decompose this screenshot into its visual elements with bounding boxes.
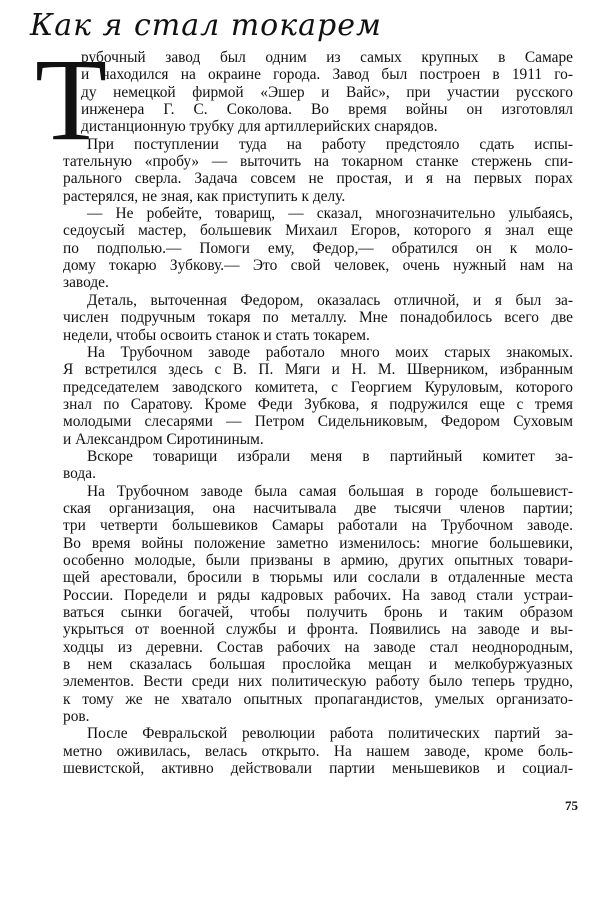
text-line: России. Поредели и ряды кадровых рабочих. На завод стали устраи- [63, 586, 573, 604]
text-line: ская организация, она насчитывала две тысячи членов партии; [63, 499, 573, 517]
text-line: Во время войны положение заметно изменилось: многие большевики, [63, 534, 573, 552]
text-line: — Не робейте, товарищ, — сказал, многозначительно улыбаясь, [87, 205, 573, 223]
text-line: три четверти большевиков Самары работали на Трубочном заводе. [63, 517, 573, 535]
text-line: инженера Г. С. Соколова. Во время войны он изготовлял [81, 101, 573, 119]
text-line: седоусый мастер, большевик Михаил Егоров, которого я знал еще [63, 222, 573, 240]
text-line: Я встретился здесь с В. П. Мяги и Н. М. Шверником, избранным [63, 361, 573, 379]
text-line: заводе. [63, 274, 109, 292]
text-line: На Трубочном заводе была самая большая в городе большевист- [87, 482, 573, 500]
text-line: председателем заводского комитета, с Георгием Куруловым, которого [63, 378, 573, 396]
text-line: тательную «пробу» — выточить на токарном станке стержень спи- [63, 153, 573, 171]
text-line: дому токарю Зубкову.— Это свой человек, очень нужный нам на [63, 257, 573, 275]
chapter-heading: Как я стал токарем [30, 8, 382, 43]
text-line: в нем сказалась большая прослойка мещан и мелкобуржуазных [63, 656, 573, 674]
text-line: ров. [63, 708, 90, 726]
text-line: ду немецкой фирмой «Эшер и Вайс», при участии русского [81, 83, 573, 101]
drop-cap-letter: Т [35, 34, 108, 165]
text-line: и Александром Сиротининым. [63, 430, 264, 448]
text-line: метно оживилась, велась открыто. На нашем заводе, кроме боль- [63, 742, 573, 760]
text-line: укрыться от военной службы и фронта. Появились на заводе и вы- [63, 621, 573, 639]
text-line: недели, чтобы освоить станок и стать токарем. [63, 326, 370, 344]
text-line: молодыми слесарями — Петром Сидельниковым, Федором Суховым [63, 413, 573, 431]
text-line: рального сверла. Задача совсем не простая, и я на первых порах [63, 170, 573, 188]
text-line: и находился на окраине города. Завод был построен в 1911 го- [81, 66, 573, 84]
text-line: На Трубочном заводе работало много моих старых знакомых. [87, 343, 573, 361]
text-line: шевистской, активно действовали партии меньшевиков и социал- [63, 760, 573, 778]
text-line: Вскоре товарищи избрали меня в партийный комитет за- [87, 447, 573, 465]
text-line: рубочный завод был одним из самых крупных в Самаре [81, 49, 573, 66]
text-line: растерялся, не зная, как приступить к делу. [63, 187, 346, 205]
text-line: После Февральской революции работа политических партий за- [87, 725, 573, 743]
text-line: к тому же не хватало опытных пропагандистов, умелых организато- [63, 690, 573, 708]
text-line: При поступлении туда на работу предстояло сдать испы- [87, 135, 573, 153]
text-line: знал по Саратову. Кроме Феди Зубкова, я подружился еще с тремя [63, 395, 573, 413]
text-line: ваться сынки богачей, чтобы получить бронь и таким образом [63, 604, 573, 621]
body-text [63, 49, 573, 777]
page-number: 75 [565, 798, 578, 813]
text-line: элементов. Вести среди них политическую работу было теперь трудно, [63, 673, 573, 691]
text-line: числен подручным токаря по металлу. Мне понадобилось всего две [63, 309, 573, 327]
text-line: ходцы из деревни. Состав рабочих на заводе стал неоднородным, [63, 638, 573, 656]
text-line: особенно молодые, были призваны в армию, других опытных товари- [63, 551, 573, 569]
text-line: вода. [63, 465, 96, 483]
text-line: по подполью.— Помоги ему, Федор,— обратился он к моло- [63, 239, 573, 257]
text-line: щей арестовали, бросили в тюрьмы или сослали в отдаленные места [63, 569, 573, 587]
text-line: Деталь, выточенная Федором, оказалась отличной, и я был за- [87, 291, 573, 309]
text-line: дистанционную трубку для артиллерийских снарядов. [81, 118, 438, 136]
